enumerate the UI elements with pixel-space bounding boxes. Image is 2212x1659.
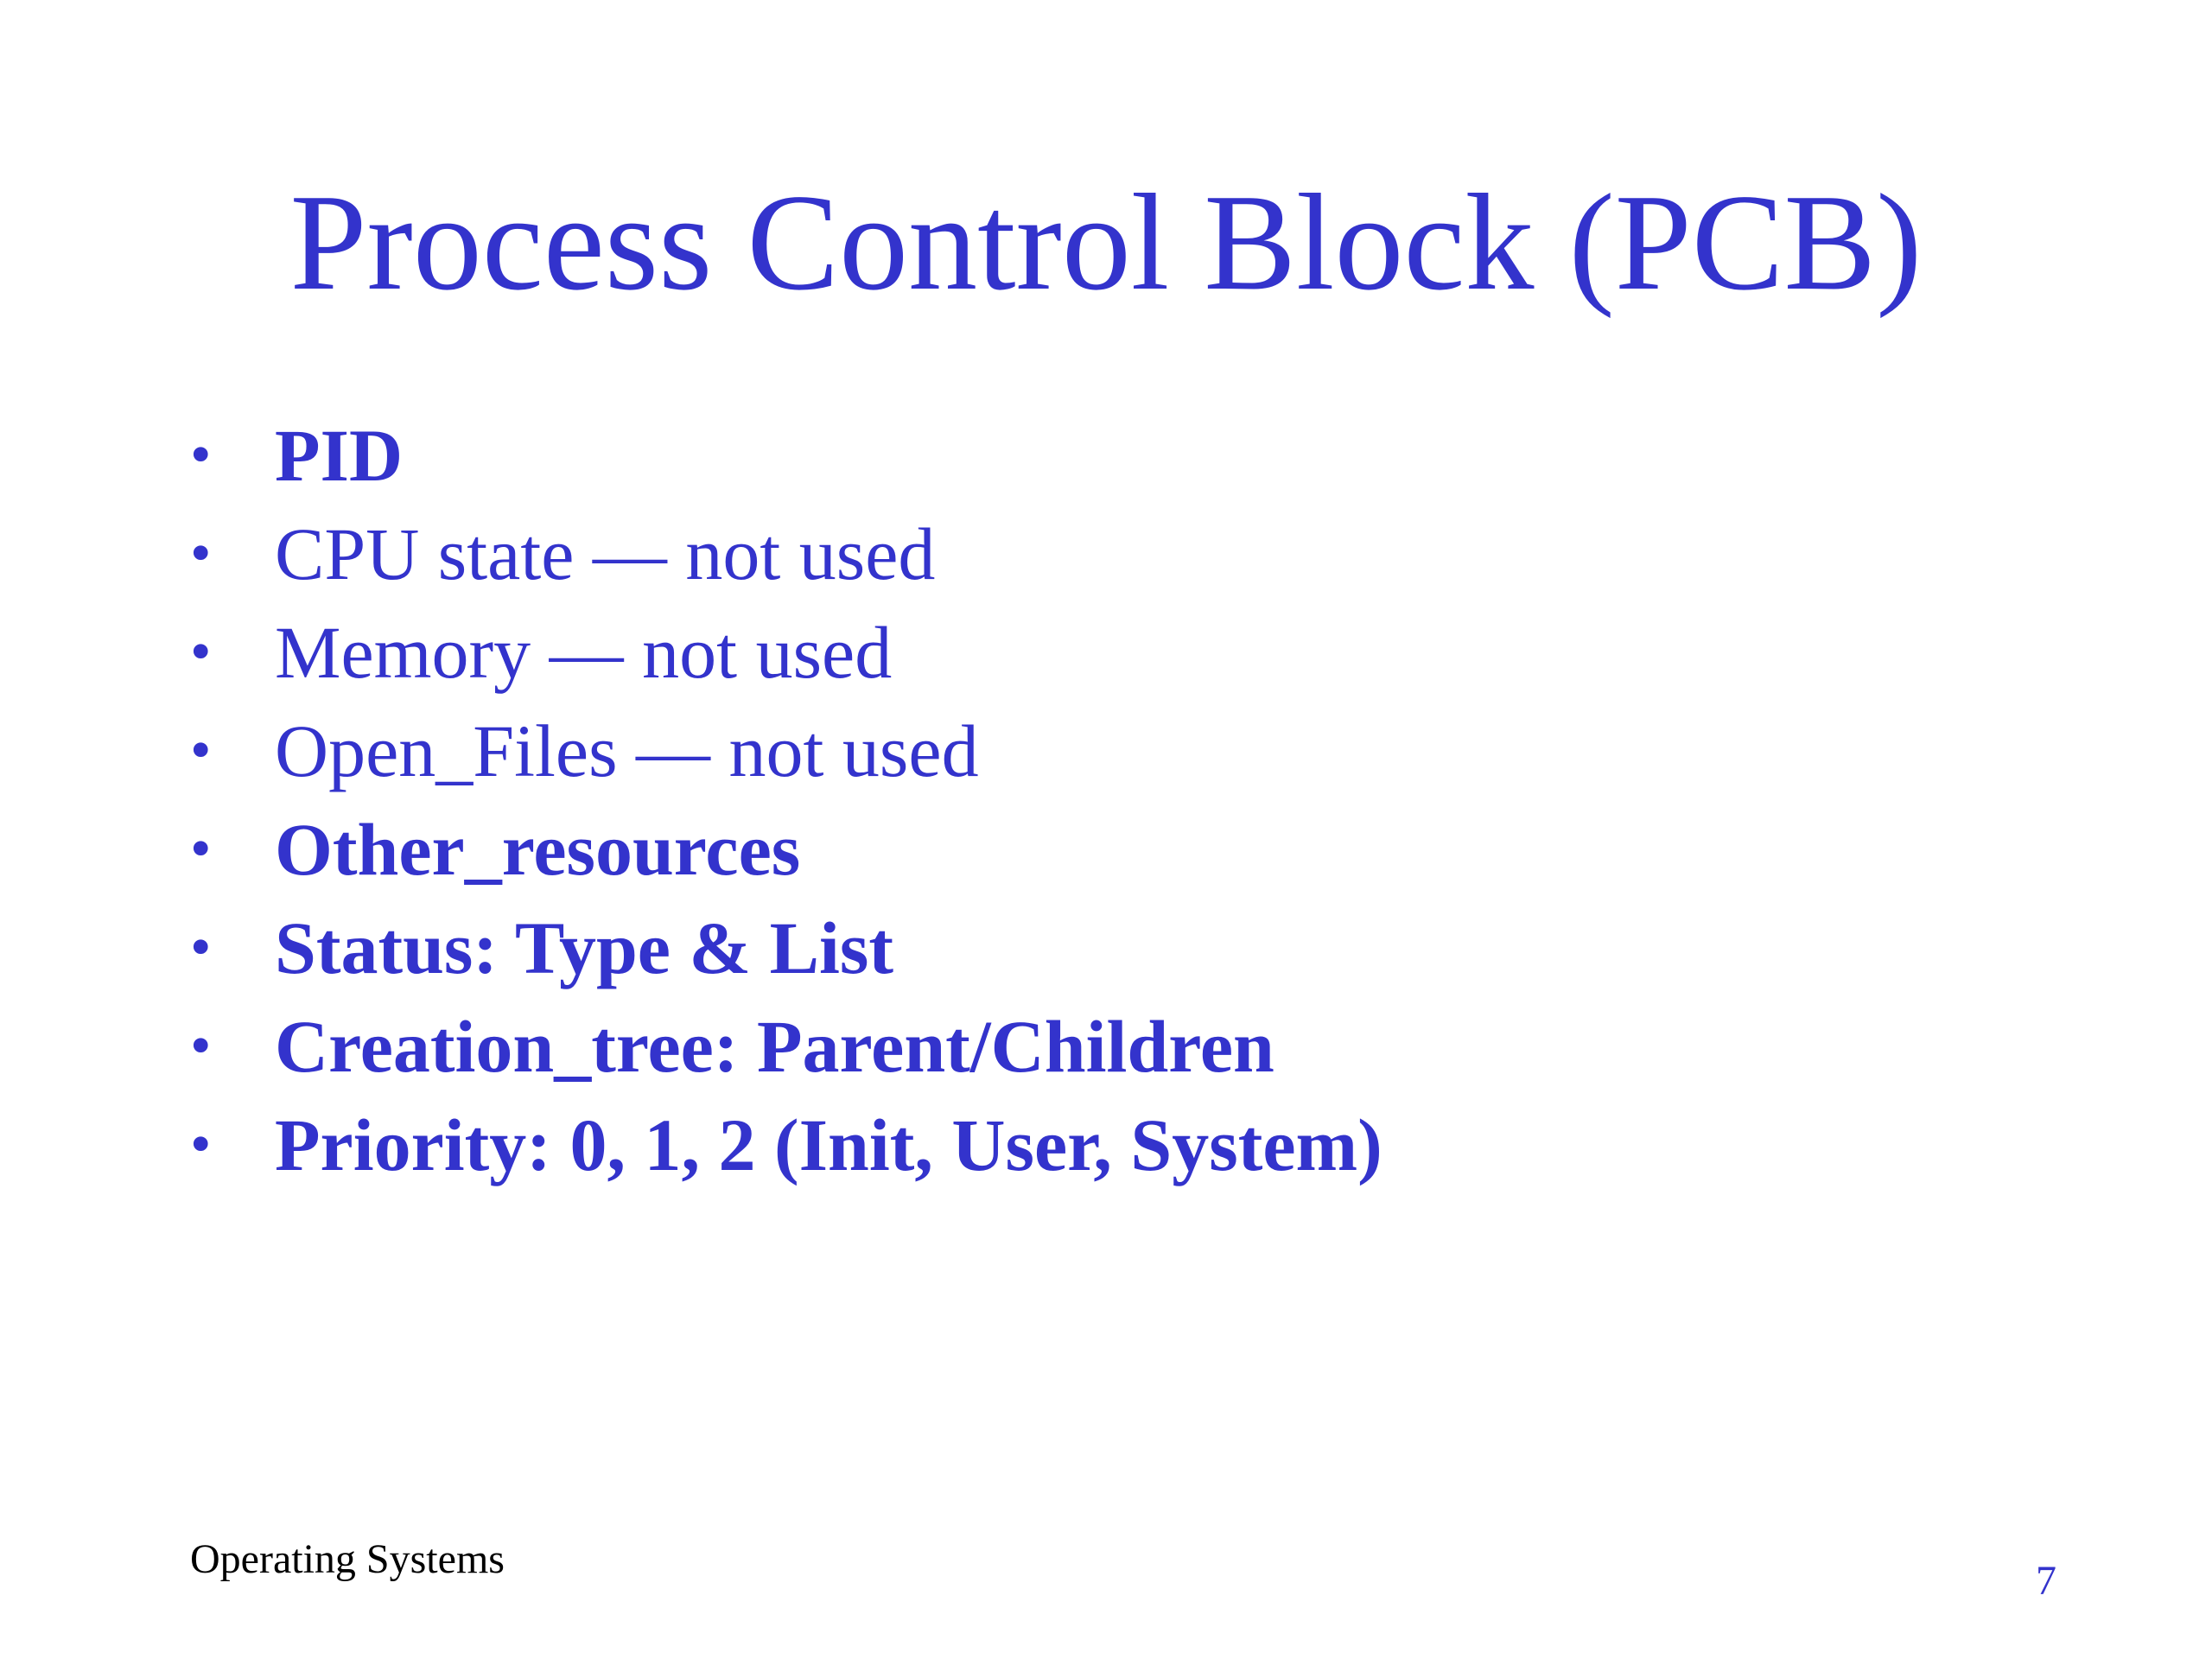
bullet-text: Open_Files — not used — [275, 709, 979, 792]
bullet-text: Creation_tree: Parent/Children — [275, 1005, 1274, 1088]
bullet-icon: • — [190, 619, 212, 685]
bullet-icon: • — [190, 914, 212, 981]
bullet-text: Other_resources — [275, 808, 801, 891]
bullet-text: Priority: 0, 1, 2 (Init, User, System) — [275, 1103, 1382, 1186]
footer-course-name: Operating Systems — [190, 1536, 505, 1582]
bullet-text: Status: Type & List — [275, 906, 893, 989]
bullet-icon: • — [190, 816, 212, 882]
bullet-icon: • — [190, 422, 212, 488]
slide-title: Process Control Block (PCB) — [289, 165, 1923, 319]
bullet-text: CPU state — not used — [275, 512, 936, 595]
bullet-icon: • — [190, 1111, 212, 1178]
bullet-icon: • — [190, 520, 212, 587]
page-number: 7 — [2036, 1558, 2056, 1604]
bullet-icon: • — [190, 717, 212, 784]
bullet-icon: • — [190, 1013, 212, 1079]
bullet-text: Memory — not used — [275, 611, 893, 694]
bullet-text: PID — [275, 414, 404, 497]
